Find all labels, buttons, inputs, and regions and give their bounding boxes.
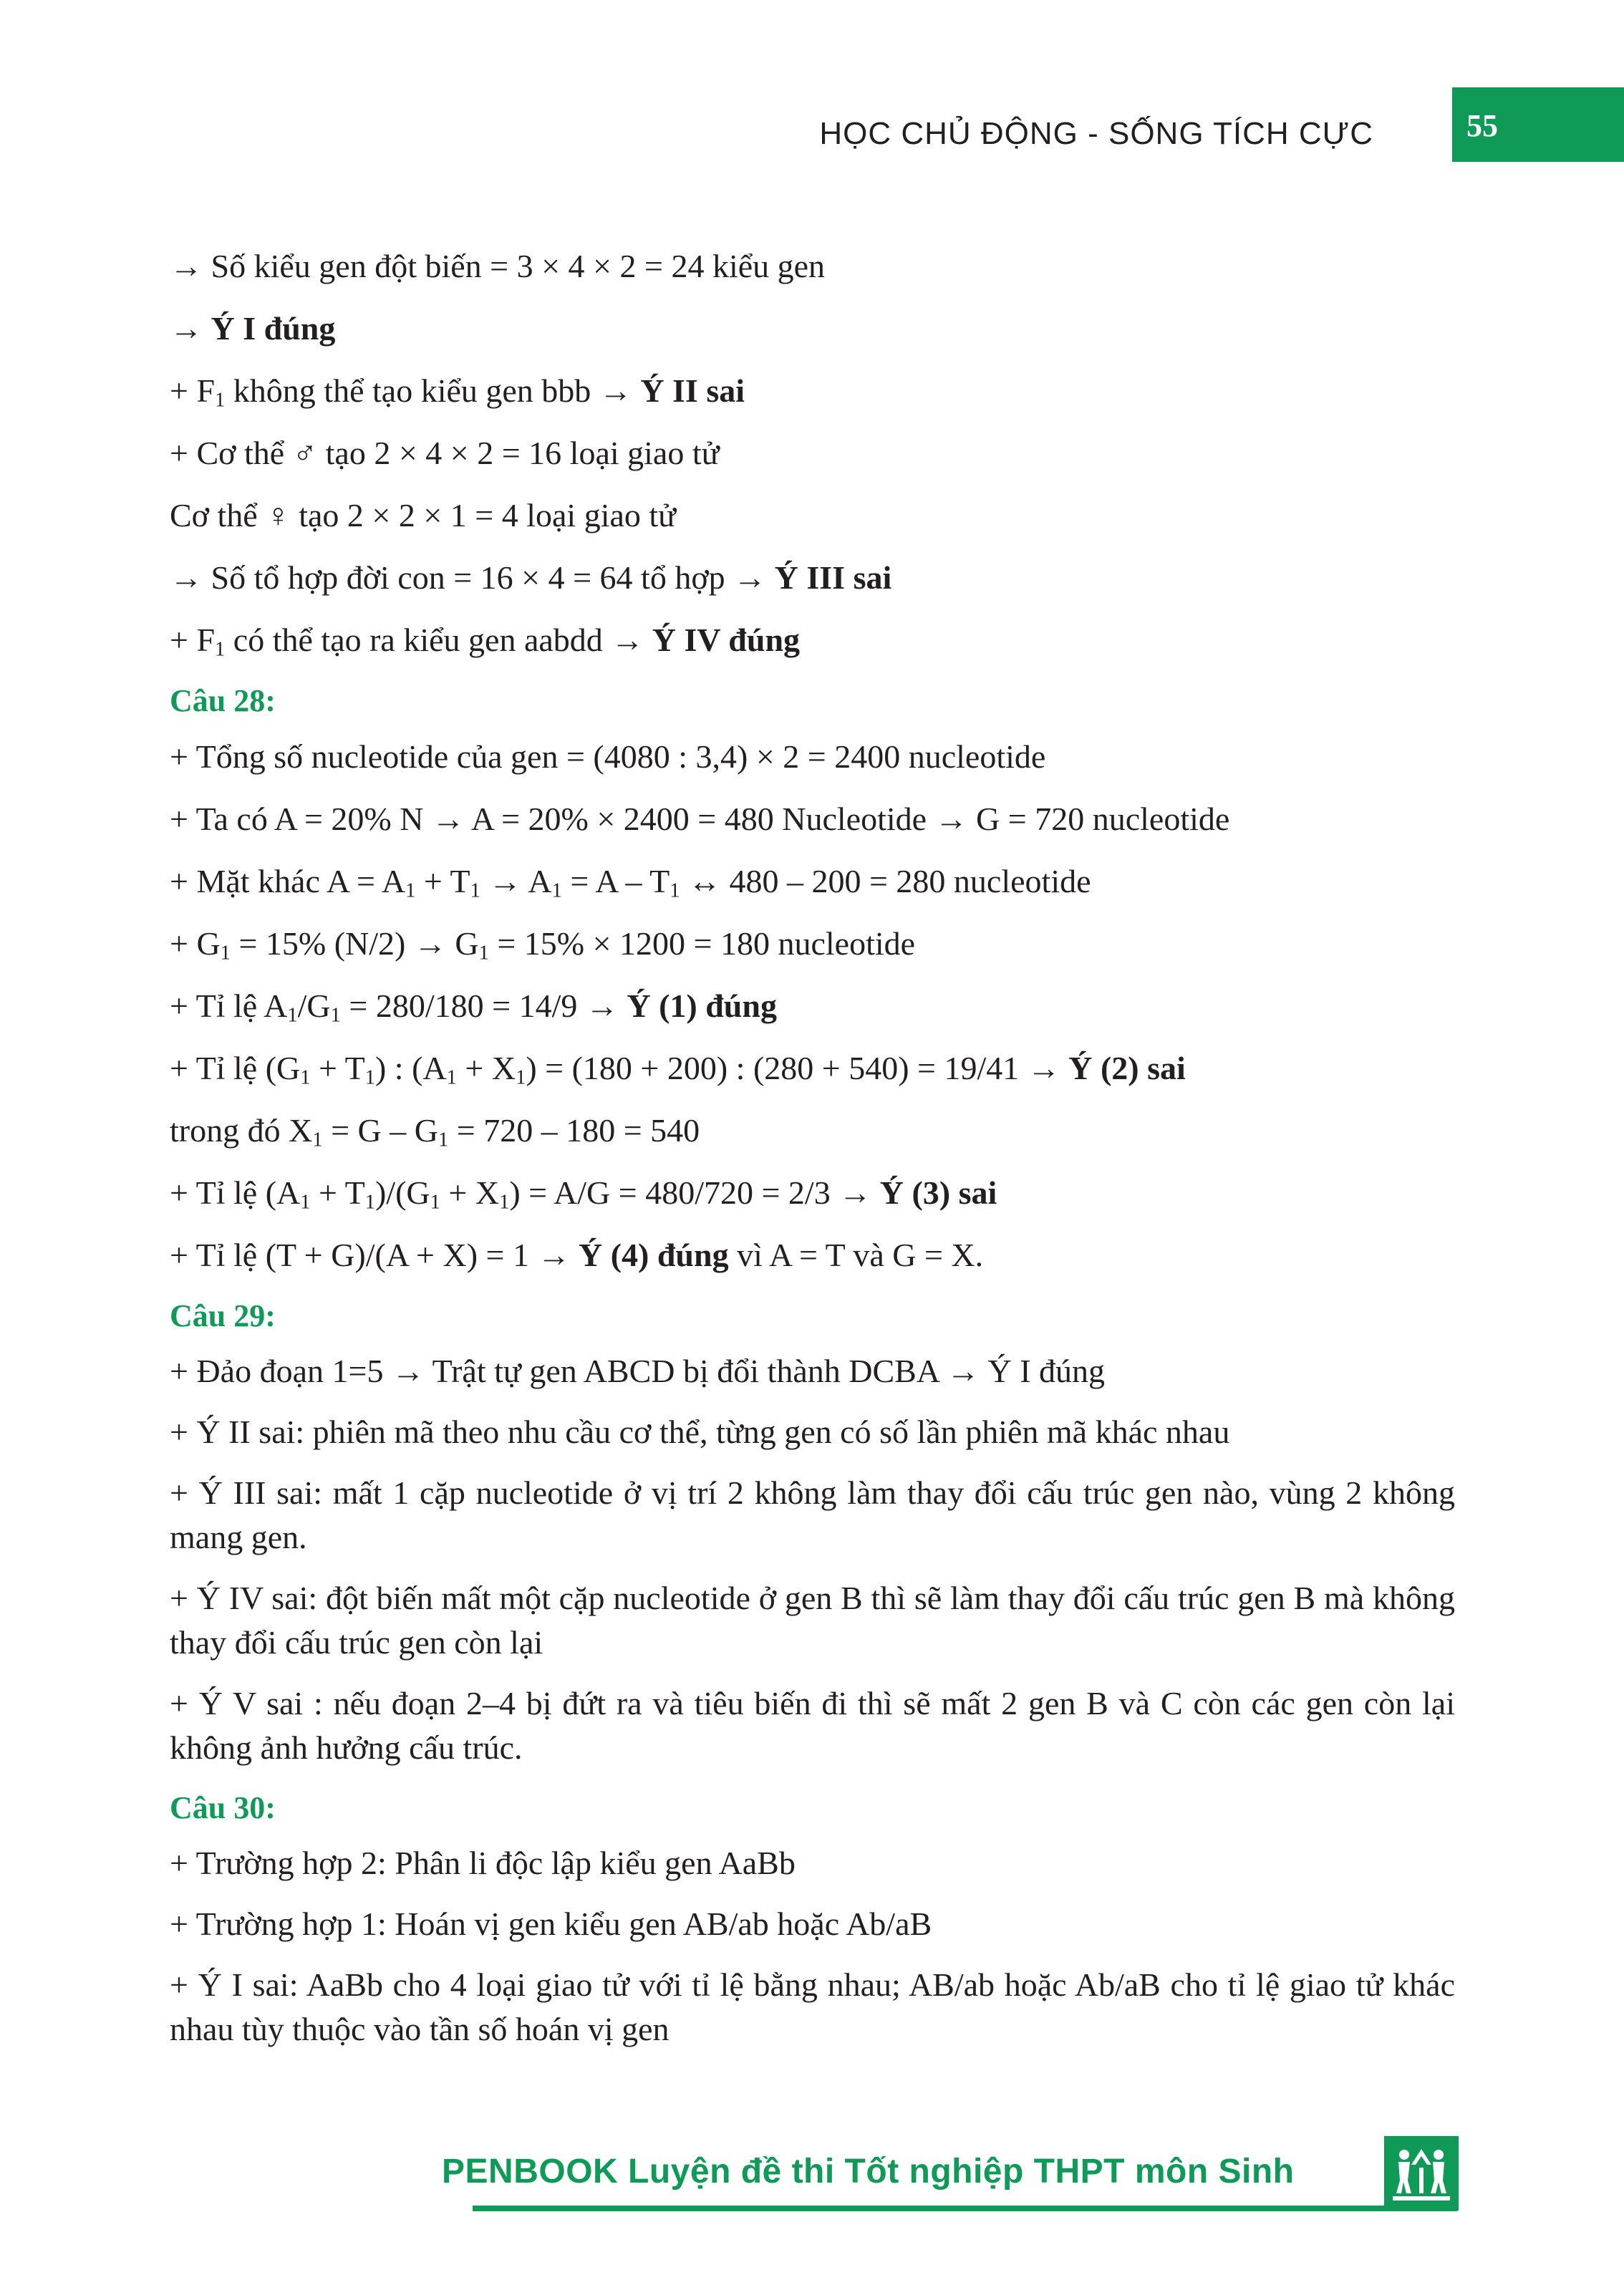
text-run: ) = (180 + 200) : (280 + 540) = 19/41 → (526, 1050, 1069, 1086)
subscript: 1 (430, 1191, 440, 1214)
text-line (170, 617, 1455, 663)
text-run: + Ý IV sai: đột biến mất một cặp nucleotide ở gen B thì sẽ làm thay đổi cấu trúc gen B mà không thay đổi cấu trúc gen còn lại (170, 1580, 1455, 1661)
text-run: + T (415, 863, 470, 899)
text-line (170, 1576, 1455, 1665)
text-line (170, 1108, 1455, 1154)
text-run: ) : (A (374, 1050, 447, 1086)
subscript: 1 (478, 942, 489, 965)
subscript: 1 (670, 879, 680, 902)
text-run: + Trường hợp 1: Hoán vị gen kiểu gen AB/ab hoặc Ab/aB (170, 1906, 932, 1942)
subscript: 1 (516, 1066, 526, 1089)
text-line (170, 1963, 1455, 2052)
text-run: + F (170, 622, 216, 658)
page-content (170, 243, 1455, 2068)
subscript: 1 (470, 879, 480, 902)
text-line (170, 1841, 1455, 1885)
text-run: + Cơ thể ♂ tạo 2 × 4 × 2 = 16 loại giao tử (170, 435, 720, 471)
heading-cau-29: Câu 29: (170, 1298, 276, 1333)
answer-verdict: Ý I đúng (211, 310, 336, 347)
text-line (170, 306, 1455, 352)
text-run: + Ý I sai: AaBb cho 4 loại giao tử với tỉ lệ bằng nhau; AB/ab hoặc Ab/aB cho tỉ lệ giao tử khác nhau tùy thuộc vào tần số hoán vị gen (170, 1966, 1455, 2047)
text-run: → A (480, 863, 552, 899)
text-run: = 280/180 = 14/9 → (340, 987, 627, 1024)
section-cau-30 (170, 1841, 1455, 2052)
section-cau-28 (170, 734, 1455, 1278)
section-cau-29 (170, 1349, 1455, 1770)
text-line (170, 921, 1455, 967)
penbook-logo-icon (1384, 2136, 1459, 2211)
text-line (170, 368, 1455, 414)
text-line (170, 430, 1455, 476)
text-run: → (170, 310, 211, 347)
subscript: 1 (364, 1066, 375, 1089)
text-line (170, 1681, 1455, 1770)
answer-verdict: Ý II sai (640, 372, 745, 409)
text-run: Cơ thể ♀ tạo 2 × 2 × 1 = 4 loại giao tử (170, 497, 677, 533)
text-run: + Mặt khác A = A (170, 863, 406, 899)
text-run: /G (297, 987, 331, 1024)
text-run: không thể tạo kiểu gen bbb → (225, 372, 641, 409)
text-run: + G (170, 925, 221, 962)
text-run: = 720 – 180 = 540 (448, 1112, 700, 1149)
text-run: + T (310, 1050, 365, 1086)
answer-verdict: Ý (1) đúng (627, 987, 777, 1024)
subscript: 1 (446, 1066, 457, 1089)
text-line (170, 796, 1455, 842)
answer-verdict: Ý (3) sai (879, 1174, 997, 1211)
subscript: 1 (364, 1191, 375, 1214)
text-run: + Trường hợp 2: Phân li độc lập kiểu gen AaBb (170, 1845, 796, 1881)
text-line (170, 1349, 1455, 1394)
text-run: vì A = T và G = X. (728, 1237, 984, 1273)
footer-divider (473, 2206, 1457, 2211)
text-run: + Ý II sai: phiên mã theo nhu cầu cơ thể, từng gen có số lần phiên mã khác nhau (170, 1414, 1230, 1450)
subscript: 1 (312, 1129, 323, 1151)
text-run: + Ta có A = 20% N → A = 20% × 2400 = 480 Nucleotide → G = 720 nucleotide (170, 801, 1230, 837)
text-run: → Số kiểu gen đột biến = 3 × 4 × 2 = 24 kiểu gen (170, 248, 826, 284)
answer-verdict: Ý (4) đúng (578, 1237, 729, 1273)
text-run: → Số tổ hợp đời con = 16 × 4 = 64 tổ hợp → (170, 559, 775, 596)
text-run: + Tỉ lệ (G (170, 1050, 301, 1086)
text-run: + Tỉ lệ (T + G)/(A + X) = 1 → (170, 1237, 579, 1273)
text-run: = 15% (N/2) → G (230, 925, 479, 962)
text-line (170, 493, 1455, 538)
heading-cau-28: Câu 28: (170, 683, 276, 718)
subscript: 1 (215, 389, 226, 412)
subscript: 1 (438, 1129, 449, 1151)
text-line (170, 734, 1455, 780)
text-run: + Tỉ lệ (A (170, 1174, 301, 1211)
text-line (170, 1902, 1455, 1946)
subscript: 1 (215, 638, 226, 661)
text-run: = G – G (322, 1112, 438, 1149)
text-run: + X (440, 1174, 500, 1211)
text-run: = A – T (561, 863, 670, 899)
text-line (170, 243, 1455, 289)
text-run: + X (456, 1050, 516, 1086)
text-run: + Tỉ lệ A (170, 987, 288, 1024)
text-line (170, 1170, 1455, 1216)
subscript: 1 (300, 1191, 311, 1214)
text-run: + Tổng số nucleotide của gen = (4080 : 3,4) × 2 = 2400 nucleotide (170, 738, 1046, 775)
answer-verdict: Ý (2) sai (1068, 1050, 1186, 1086)
text-run: = 15% × 1200 = 180 nucleotide (488, 925, 916, 962)
text-run: ↔ 480 – 200 = 280 nucleotide (680, 863, 1091, 899)
text-line (170, 1045, 1455, 1091)
page-number-badge (1452, 87, 1624, 162)
subscript: 1 (405, 879, 416, 902)
text-run: + Ý III sai: mất 1 cặp nucleotide ở vị trí 2 không làm thay đổi cấu trúc gen nào, vùng 2 không mang gen. (170, 1474, 1455, 1555)
heading-cau-30: Câu 30: (170, 1790, 276, 1825)
text-run: ) = A/G = 480/720 = 2/3 → (509, 1174, 880, 1211)
section-answers-top (170, 243, 1455, 663)
text-run: có thể tạo ra kiểu gen aabdd → (225, 622, 652, 658)
text-run: + Ý V sai : nếu đoạn 2–4 bị đứt ra và tiêu biến đi thì sẽ mất 2 gen B và C còn các gen còn lại không ảnh hưởng cấu trúc. (170, 1685, 1455, 1766)
subscript: 1 (551, 879, 562, 902)
answer-verdict: Ý III sai (774, 559, 892, 596)
text-run: + T (310, 1174, 365, 1211)
text-line (170, 983, 1455, 1029)
text-line (170, 1410, 1455, 1454)
subscript: 1 (287, 1004, 298, 1027)
text-run: )/(G (374, 1174, 430, 1211)
subscript: 1 (300, 1066, 311, 1089)
answer-verdict: Ý IV đúng (652, 622, 801, 658)
text-line (170, 859, 1455, 904)
page-number: 55 (1466, 108, 1498, 143)
subscript: 1 (330, 1004, 341, 1027)
text-run: + Đảo đoạn 1=5 → Trật tự gen ABCD bị đổi thành DCBA → Ý I đúng (170, 1353, 1106, 1389)
subscript: 1 (499, 1191, 510, 1214)
text-line (170, 1232, 1455, 1278)
text-line (170, 555, 1455, 601)
text-line (170, 1471, 1455, 1560)
text-run: + F (170, 372, 216, 409)
text-run: trong đó X (170, 1112, 313, 1149)
header-title: HỌC CHỦ ĐỘNG - SỐNG TÍCH CỰC (819, 116, 1373, 151)
footer-title: PENBOOK Luyện đề thi Tốt nghiệp THPT môn Sinh (442, 2153, 1295, 2191)
subscript: 1 (220, 942, 231, 965)
